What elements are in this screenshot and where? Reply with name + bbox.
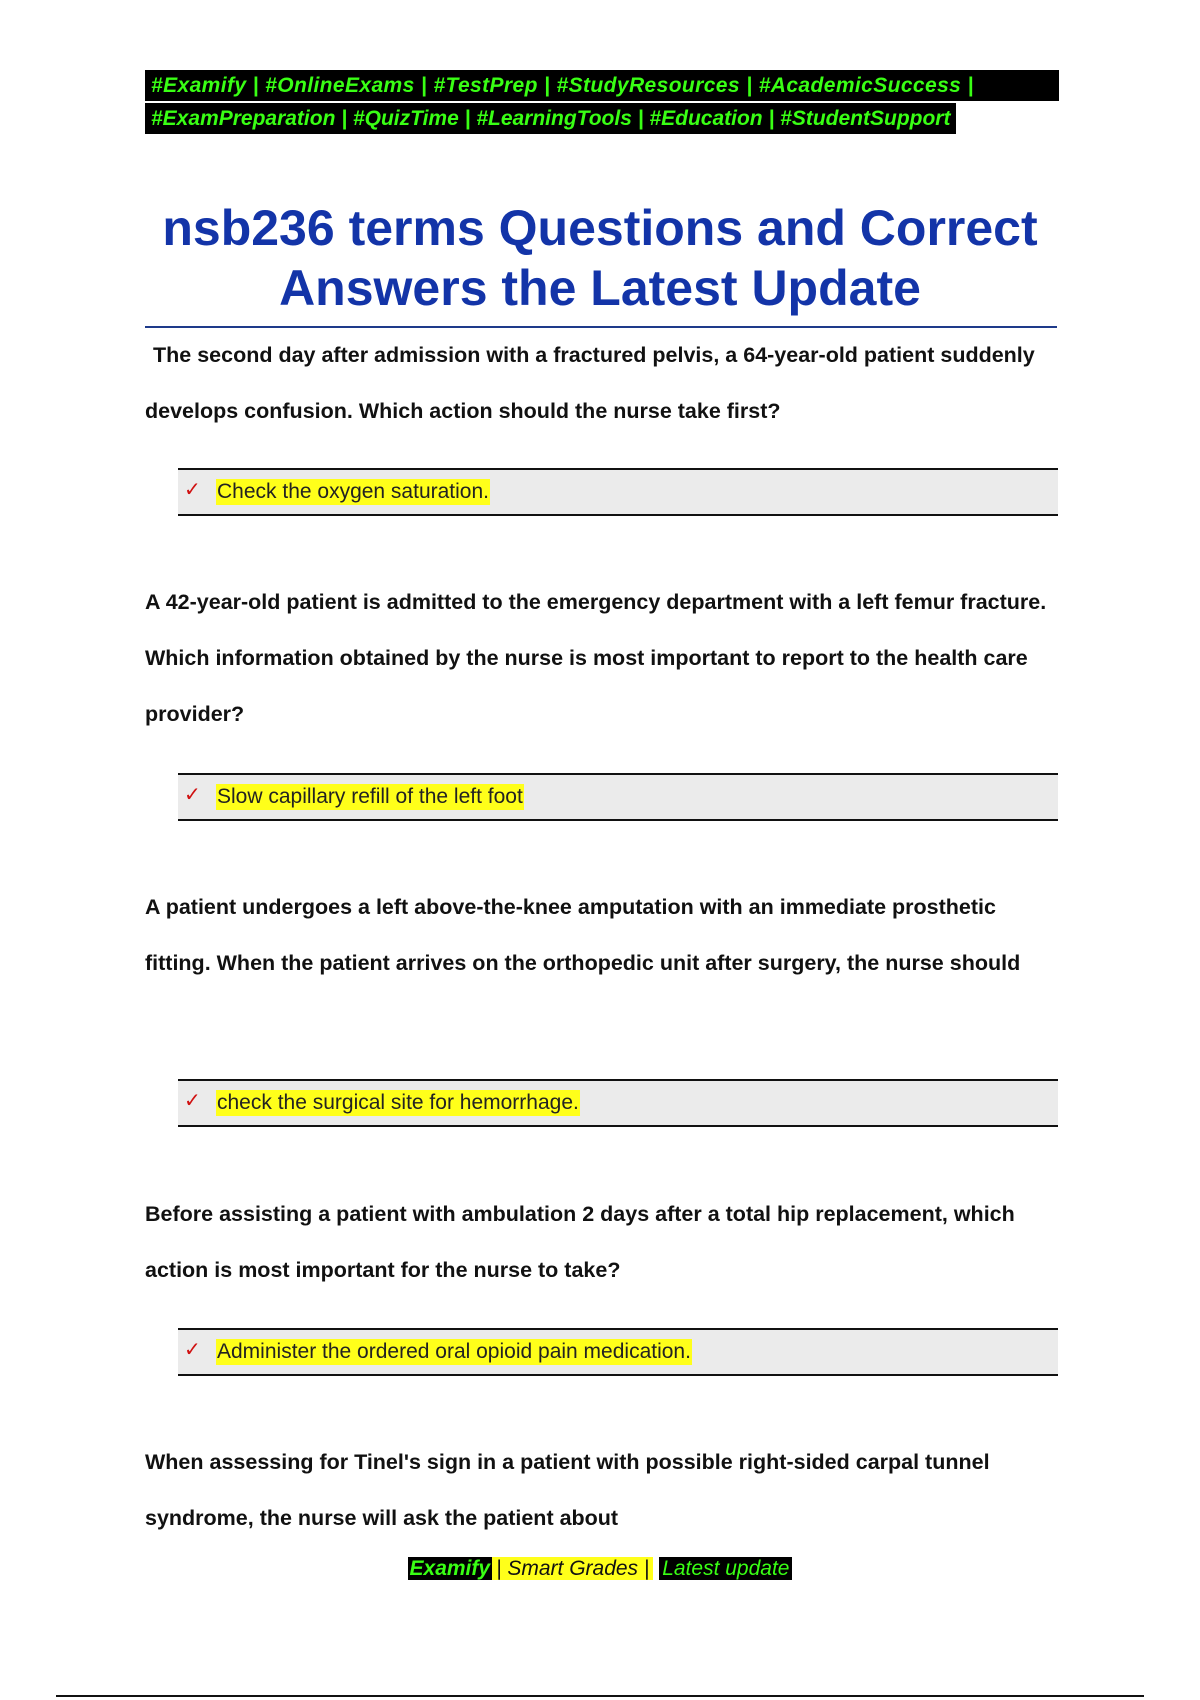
answer-3: check the surgical site for hemorrhage. [217,1091,579,1114]
hashtag-line-2: #ExamPreparation | #QuizTime | #LearningTools | #Education | #StudentSupport [145,103,956,134]
answer-box-1 [178,468,1058,516]
footer-brand: Examify [409,1557,491,1580]
checkmark-icon: ✓ [184,479,201,501]
hashtag-banner [145,70,1055,134]
answer-2: Slow capillary refill of the left foot [217,785,523,808]
question-5: When assessing for Tinel's sign in a patient with possible right-sided carpal tunnel syndrome, the nurse will ask the patient about [145,1450,990,1530]
footer-tagline: | Smart Grades | [492,1557,653,1580]
question-2: A 42-year-old patient is admitted to the emergency department with a left femur fracture. Which information obtained by the nurse is most important to report to the health care provider? [145,590,1047,726]
hashtag-line-1: #Examify | #OnlineExams | #TestPrep | #StudyResources | #AcademicSuccess | [145,70,1059,101]
question-3: A patient undergoes a left above-the-knee amputation with an immediate prosthetic fitting. When the patient arrives on the orthopedic unit after surgery, the nurse should [145,895,1021,975]
checkmark-icon: ✓ [184,1090,201,1112]
answer-box-2 [178,773,1058,821]
answer-4: Administer the ordered oral opioid pain medication. [217,1340,691,1363]
footer-banner [0,1555,1200,1583]
page-title: nsb236 terms Questions and Correct Answers the Latest Update [162,200,1038,316]
question-1: The second day after admission with a fractured pelvis, a 64-year-old patient suddenly develops confusion. Which action should the nurse take first? [145,343,1035,423]
page-bottom-divider [56,1695,1144,1697]
question-4: Before assisting a patient with ambulation 2 days after a total hip replacement, which action is most important for the nurse to take? [145,1202,1015,1282]
answer-1: Check the oxygen saturation. [217,480,489,503]
footer-update: Latest update [659,1557,792,1580]
checkmark-icon: ✓ [184,784,201,806]
answer-box-3 [178,1079,1058,1127]
checkmark-icon: ✓ [184,1339,201,1361]
answer-box-4 [178,1328,1058,1376]
